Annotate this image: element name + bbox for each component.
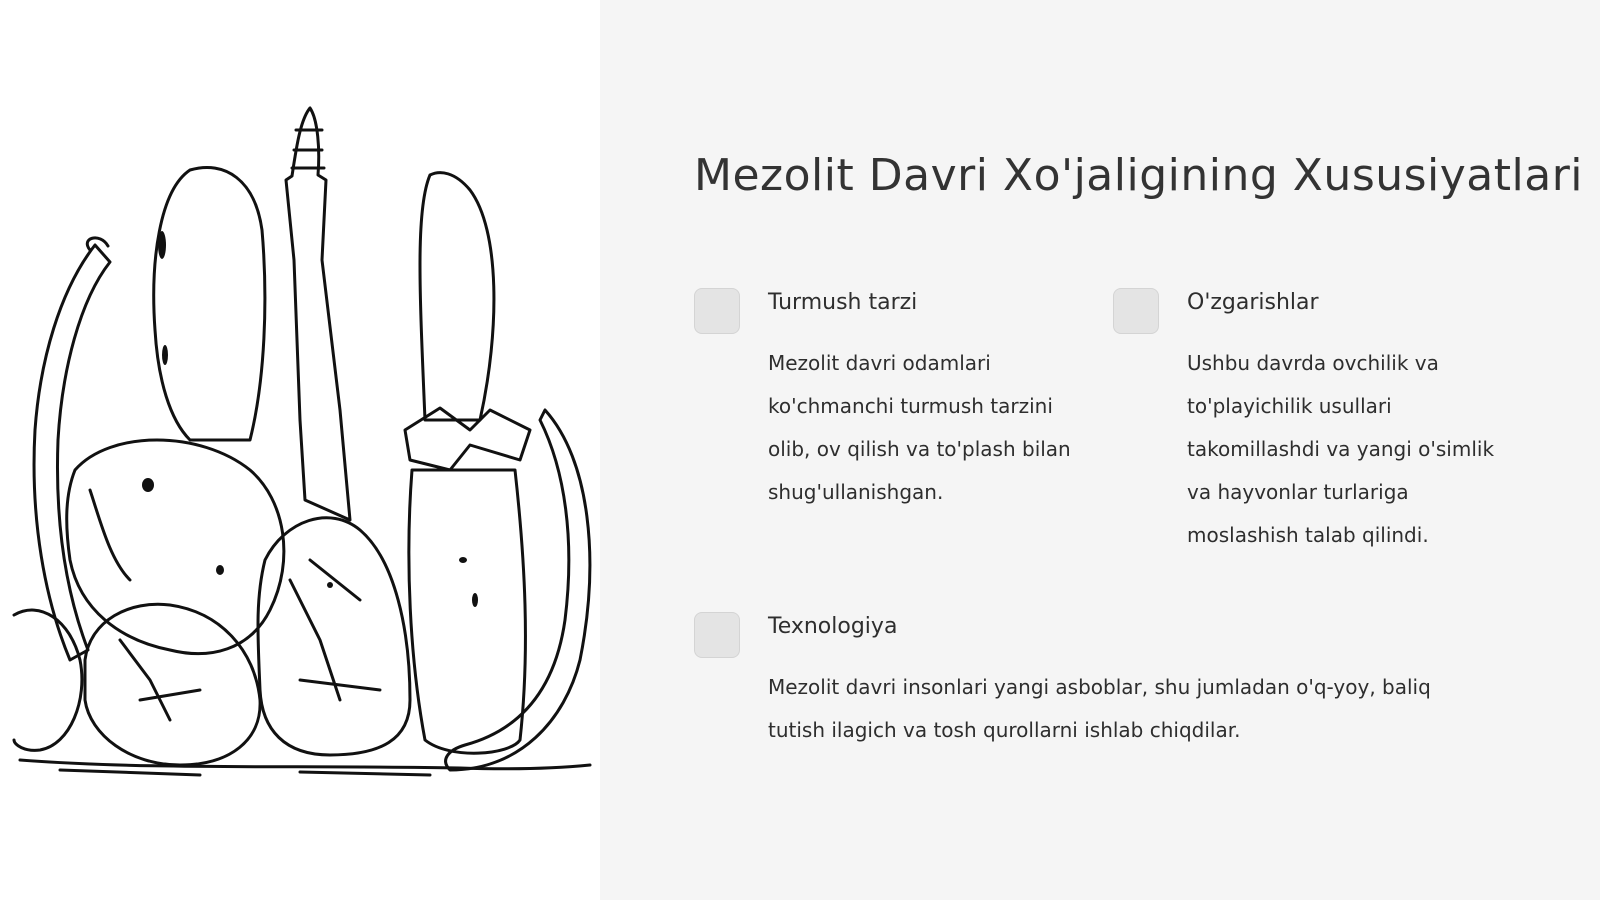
slide-title: Mezolit Davri Xo'jaligining Xususiyatlari	[694, 150, 1584, 201]
card-description: Mezolit davri odamlari ko'chmanchi turmush tarzini olib, ov qilish va to'plash bilan shug'ullanishgan.	[768, 351, 1071, 504]
card-icon-box	[1113, 288, 1159, 334]
card-heading: Texnologiya	[768, 614, 898, 639]
card-heading: Turmush tarzi	[768, 290, 918, 315]
stone-tools-sketch	[0, 0, 600, 900]
card-icon-box	[694, 612, 740, 658]
stone-tools-illustration	[0, 0, 600, 900]
card-description: Mezolit davri insonlari yangi asboblar, shu jumladan o'q-yoy, baliq tutish ilagich va tosh qurollarni ishlab chiqdilar.	[768, 675, 1431, 742]
card-icon-box	[694, 288, 740, 334]
card-heading: O'zgarishlar	[1187, 290, 1319, 315]
card-description: Ushbu davrda ovchilik va to'playichilik usullari takomillashdi va yangi o'simlik va hayvonlar turlariga moslashish talab qilindi.	[1187, 351, 1495, 547]
content-panel	[600, 0, 1600, 900]
